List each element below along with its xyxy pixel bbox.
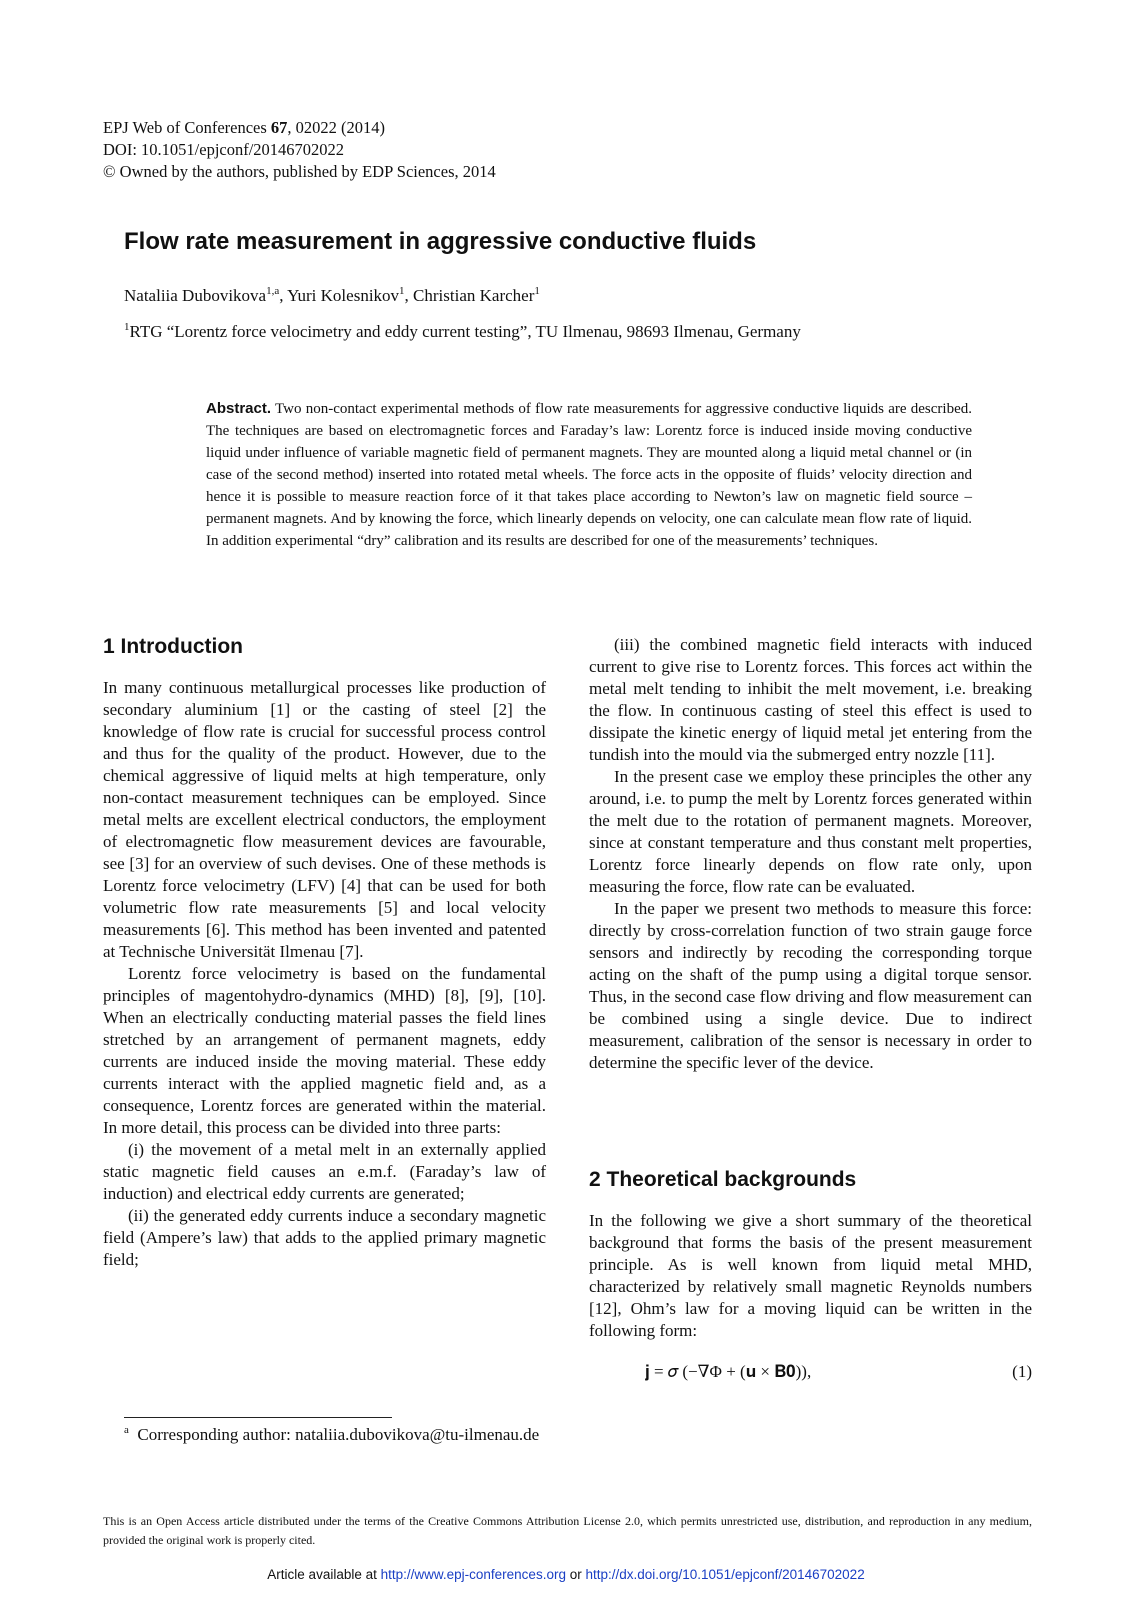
author-affiliation-marker: 1 <box>399 285 405 297</box>
author-name: Nataliia Dubovikova <box>124 286 267 305</box>
affiliation-marker: 1 <box>124 321 130 333</box>
equation-block <box>589 1362 1032 1388</box>
body-paragraph: In the following we give a short summary of the theoretical background that forms the basis of the present measurement principle. As is well known from liquid metal MHD, characterized by relatively small magnetic Reynolds numbers [12], Ohm’s law for a moving liquid can be written in the following form: <box>589 1211 1032 1340</box>
author-affiliation-marker: 1 <box>534 285 540 297</box>
doi-line: DOI: 10.1051/epjconf/20146702022 <box>103 140 345 159</box>
availability-line: Article available at http://www.epj-conferences.org or http://dx.doi.org/10.1051/epjconf/20146702022 <box>267 1567 865 1582</box>
body-paragraph: In many continuous metallurgical processes like production of secondary aluminium [1] or the casting of steel [2] the knowledge of flow rate is crucial for successful process control and thus for the quality of the product. However, due to the chemical aggressive of liquid melts at high temperature, only non-contact measurement techniques can be employed. Since metal melts are excellent electrical conductors, the employment of electromagnetic flow measurement devices are favourable, see [3] for an overview of such devises. One of these methods is Lorentz force velocimetry (LFV) [4] that can be used for both volumetric flow rate measurements [5] and local velocity measurements [6]. This method has been invented and patented at Technische Universität Ilmenau [7]. <box>103 678 546 961</box>
doi-link: http://dx.doi.org/10.1051/epjconf/20146702022 <box>585 1567 865 1582</box>
body-paragraph: (ii) the generated eddy currents induce a secondary magnetic field (Ampere’s law) that adds to the applied primary magnetic field; <box>103 1206 546 1269</box>
body-paragraph: (i) the movement of a metal melt in an externally applied static magnetic field causes an e.m.f. (Faraday’s law of induction) and electrical eddy currents are generated; <box>103 1140 546 1203</box>
paper-title: Flow rate measurement in aggressive conductive fluids <box>124 228 757 255</box>
page-header <box>103 117 496 183</box>
column-left <box>103 677 546 1271</box>
abstract-text: Two non-contact experimental methods of flow rate measurements for aggressive conductive liquids are described. The techniques are based on electromagnetic forces and Faraday’s law: Lorentz force is induced inside moving conductive liquid under influence of variable magnetic field of permanent magnets. They are mounted along a liquid metal channel or (in case of the second method) inserted into rotated metal wheels. The force acts in the opposite of fluids’ velocity direction and hence it is possible to measure reaction force of it that takes place according to Newton’s law on magnetic field source – permanent magnets. And by knowing the force, which linearly depends on velocity, one can calculate mean flow rate of liquid. In addition experimental “dry” calibration and its results are described for one of the measurements’ techniques. <box>206 401 972 549</box>
equation-number: (1) <box>1012 1362 1032 1381</box>
copyright-line: © Owned by the authors, published by EDP Sciences, 2014 <box>103 162 496 181</box>
footnote-text: Corresponding author: nataliia.dubovikova@tu-ilmenau.de <box>137 1425 540 1444</box>
affiliation <box>124 322 801 342</box>
author-list: Nataliia Dubovikova$^{1,a}$, Yuri Kolesnikov$^1$, Christian Karcher$^1$ <box>124 285 540 305</box>
journal-citation: EPJ Web of Conferences 67, 02022 (2014) <box>103 118 386 137</box>
column-right <box>589 634 1032 1074</box>
affiliation-text: RTG “Lorentz force velocimetry and eddy current testing”, TU Ilmenau, 98693 Ilmenau, Germany <box>129 322 801 341</box>
equation: 𝐣 = 𝜎 (−∇Φ + (𝐮 × 𝐁𝟎)), <box>645 1362 812 1381</box>
author-affiliation-marker: 1,a <box>266 285 280 297</box>
section-heading-theory: 2 Theoretical backgrounds <box>589 1168 857 1191</box>
section2-body <box>589 1210 1032 1342</box>
author-name: Christian Karcher <box>413 286 535 305</box>
abstract-label: Abstract. <box>206 400 272 417</box>
body-paragraph: In the present case we employ these principles the other any around, i.e. to pump the melt by Lorentz forces generated within the melt due to the rotation of permanent magnets. Moreover, since at constant temperature and thus constant melt properties, Lorentz force linearly depends on flow rate only, upon measuring the force, flow rate can be evaluated. <box>589 767 1032 896</box>
body-paragraph: In the paper we present two methods to measure this force: directly by cross-correlation function of two strain gauge force sensors and indirectly by recoding the corresponding torque acting on the shaft of the pump using a digital torque sensor. Thus, in the second case flow driving and flow measurement can be combined using a single device. Due to indirect measurement, calibration of the sensor is necessary in order to determine the specific lever of the device. <box>589 899 1032 1072</box>
license-notice: This is an Open Access article distributed under the terms of the Creative Commons Attribution License 2.0, which permits unrestricted use, distribution, and reproduction in any medium, provided the original work is properly cited. <box>103 1514 1032 1547</box>
footnote-divider <box>124 1417 392 1418</box>
author-name: Yuri Kolesnikov <box>287 286 400 305</box>
journal-volume: 67 <box>270 118 288 137</box>
footnote <box>124 1425 539 1445</box>
body-paragraph: Lorentz force velocimetry is based on the fundamental principles of magentohydro-dynamics (MHD) [8], [9], [10]. When an electrically conducting material passes the field lines stretched by an arrangement of permanent magnets, eddy currents are induced inside the moving material. These eddy currents interact with the applied magnetic field and, as a consequence, Lorentz forces are generated within the material. In more detail, this process can be divided into three parts: <box>103 964 546 1137</box>
body-paragraph: (iii) the combined magnetic field interacts with induced current to give rise to Lorentz forces. This forces act within the metal melt tending to inhibit the melt movement, i.e. breaking the flow. In continuous casting of steel this effect is used to dissipate the kinetic energy of liquid metal jet entering from the tundish into the mould via the submerged entry nozzle [11]. <box>589 635 1032 764</box>
abstract <box>206 398 972 552</box>
footnote-marker: a <box>124 1424 129 1436</box>
section-heading-introduction: 1 Introduction <box>103 635 243 658</box>
epj-conferences-link: http://www.epj-conferences.org <box>380 1567 566 1582</box>
